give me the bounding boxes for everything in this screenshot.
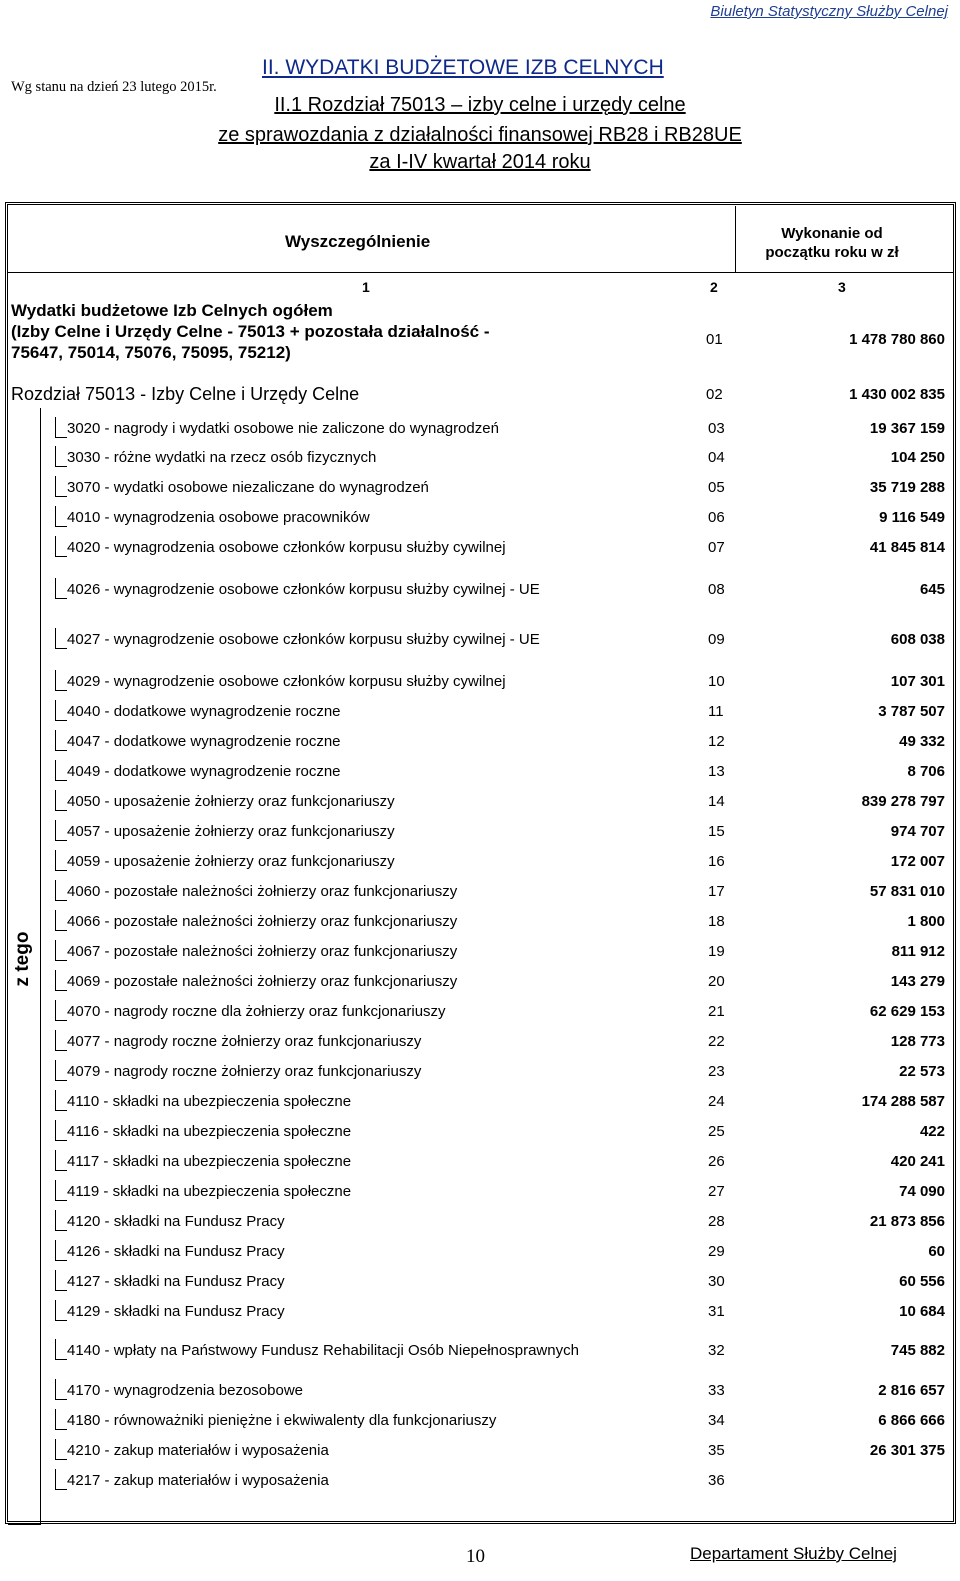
row-label: 4110 - składki na ubezpieczenia społeczne: [67, 1093, 352, 1110]
row-label: 4079 - nagrody roczne żołnierzy oraz funkcjonariuszy: [67, 1063, 422, 1080]
row-number: 26: [708, 1153, 725, 1170]
row-value: 107 301: [890, 673, 945, 690]
column-number-2: 2: [710, 279, 718, 295]
table-row: [55, 1003, 945, 1025]
table-row: [55, 1123, 945, 1145]
row-label: 4140 - wpłaty na Państwowy Fundusz Rehabilitacji Osób Niepełnosprawnych: [67, 1342, 579, 1359]
row-bracket: [55, 417, 67, 438]
row-bracket: [55, 1439, 67, 1460]
row-value: 22 573: [899, 1063, 945, 1080]
row-label: 4127 - składki na Fundusz Pracy: [67, 1273, 285, 1290]
row-value: 811 912: [891, 943, 945, 960]
row-bracket: [55, 1150, 67, 1171]
row-bracket: [55, 1180, 67, 1201]
table-row: [55, 581, 945, 603]
row-bracket: [55, 536, 67, 557]
column-number-1: 1: [362, 279, 370, 295]
row-number: 34: [708, 1412, 725, 1429]
table-row: [55, 449, 945, 471]
header-rule: [8, 272, 953, 273]
row-label: 4026 - wynagrodzenie osobowe członków korpusu służby cywilnej - UE: [67, 581, 540, 598]
row-label: 4116 - składki na ubezpieczenia społeczne: [67, 1123, 352, 1140]
row-number: 23: [708, 1063, 725, 1080]
row-label: 4010 - wynagrodzenia osobowe pracowników: [67, 509, 370, 526]
row-bracket: [55, 850, 67, 871]
table-row: [55, 1273, 945, 1295]
row-value: 19 367 159: [869, 420, 945, 437]
row-value: 21 873 856: [869, 1213, 945, 1230]
row-value: 974 707: [890, 823, 945, 840]
row-bracket: [55, 1409, 67, 1430]
row-value: 60: [928, 1243, 945, 1260]
row-bracket: [55, 970, 67, 991]
row-value: 35 719 288: [869, 479, 945, 496]
row-number: 27: [708, 1183, 725, 1200]
row-number: 09: [708, 631, 725, 648]
row-number: 07: [708, 539, 725, 556]
section-title: II. WYDATKI BUDŻETOWE IZB CELNYCH: [262, 56, 664, 79]
row-number: 25: [708, 1123, 725, 1140]
table-row: [55, 1153, 945, 1175]
row-number: 14: [708, 793, 725, 810]
row-label: 4129 - składki na Fundusz Pracy: [67, 1303, 285, 1320]
row-value: 420 241: [890, 1153, 945, 1170]
total-row-number: 01: [706, 331, 723, 348]
department-footer: Departament Służby Celnej: [690, 1544, 897, 1563]
row-label: 3020 - nagrody i wydatki osobowe nie zaliczone do wynagrodzeń: [67, 420, 499, 437]
row-label: 4217 - zakup materiałów i wyposażenia: [67, 1472, 329, 1489]
row-value: 2 816 657: [878, 1382, 945, 1399]
row-label: 4170 - wynagrodzenia bezosobowe: [67, 1382, 303, 1399]
table-row: [55, 1382, 945, 1404]
table-row: [55, 420, 945, 442]
row-number: 28: [708, 1213, 725, 1230]
row-label: 4049 - dodatkowe wynagrodzenie roczne: [67, 763, 341, 780]
table-row: [55, 853, 945, 875]
row-bracket: [55, 506, 67, 527]
row-label: 4040 - dodatkowe wynagrodzenie roczne: [67, 703, 341, 720]
row-number: 10: [708, 673, 725, 690]
row-label: 4047 - dodatkowe wynagrodzenie roczne: [67, 733, 341, 750]
row-bracket: [55, 578, 67, 599]
chapter-row-number: 02: [706, 386, 723, 403]
row-number: 17: [708, 883, 725, 900]
row-number: 12: [708, 733, 725, 750]
row-label: 4060 - pozostałe należności żołnierzy oraz funkcjonariuszy: [67, 883, 458, 900]
row-label: 4027 - wynagrodzenie osobowe członków korpusu służby cywilnej - UE: [67, 631, 540, 648]
table-row: [55, 793, 945, 815]
row-value: 57 831 010: [869, 883, 945, 900]
row-label: 4066 - pozostałe należności żołnierzy oraz funkcjonariuszy: [67, 913, 458, 930]
table-row: [55, 539, 945, 561]
row-bracket: [55, 628, 67, 649]
bulletin-header: Biuletyn Statystyczny Służby Celnej: [710, 3, 948, 20]
table-row: [55, 883, 945, 905]
table-row: [55, 703, 945, 725]
header-divider: [735, 206, 736, 273]
row-value: 62 629 153: [869, 1003, 945, 1020]
row-number: 32: [708, 1342, 725, 1359]
table-row: [55, 733, 945, 755]
row-bracket: [55, 910, 67, 931]
table-row: [55, 763, 945, 785]
row-value: 128 773: [890, 1033, 945, 1050]
row-value: 49 332: [899, 733, 945, 750]
row-number: 08: [708, 581, 725, 598]
table-row: [55, 1213, 945, 1235]
row-bracket: [55, 940, 67, 961]
table-row: [55, 1472, 945, 1494]
table-row: [55, 943, 945, 965]
row-label: 4126 - składki na Fundusz Pracy: [67, 1243, 285, 1260]
row-label: 4057 - uposażenie żołnierzy oraz funkcjonariuszy: [67, 823, 395, 840]
table-row: [55, 1442, 945, 1464]
row-number: 16: [708, 853, 725, 870]
row-value: 6 866 666: [878, 1412, 945, 1429]
row-value: 608 038: [890, 631, 945, 648]
row-number: 29: [708, 1243, 725, 1260]
row-value: 8 706: [907, 763, 945, 780]
row-bracket: [55, 1240, 67, 1261]
row-value: 41 845 814: [869, 539, 945, 556]
total-row-value: 1 478 780 860: [849, 331, 945, 348]
row-number: 31: [708, 1303, 725, 1320]
row-number: 06: [708, 509, 725, 526]
row-bracket: [55, 1060, 67, 1081]
column-header-description: Wyszczególnienie: [285, 232, 431, 251]
row-label: 4077 - nagrody roczne żołnierzy oraz funkcjonariuszy: [67, 1033, 422, 1050]
table-row: [55, 631, 945, 653]
table-row: [55, 509, 945, 531]
chapter-row-label: Rozdział 75013 - Izby Celne i Urzędy Celne: [11, 384, 360, 404]
table-row: [55, 1183, 945, 1205]
row-bracket: [55, 700, 67, 721]
table-row: [55, 823, 945, 845]
subtitle-3: za I-IV kwartał 2014 roku: [369, 151, 591, 173]
total-row-label: Wydatki budżetowe Izb Celnych ogółem (Izby Celne i Urzędy Celne - 75013 + pozostała działalność - 75647, 75014, 75076, 75095, 75212): [11, 301, 490, 362]
subtitle-2: ze sprawozdania z działalności finansowej RB28 i RB28UE: [218, 124, 742, 146]
row-bracket: [55, 1210, 67, 1231]
row-value: 26 301 375: [869, 1442, 945, 1459]
row-number: 21: [708, 1003, 725, 1020]
row-value: 60 556: [899, 1273, 945, 1290]
row-label: 4119 - składki na ubezpieczenia społeczne: [67, 1183, 352, 1200]
row-value: 745 882: [890, 1342, 945, 1359]
table-row: [55, 1243, 945, 1265]
row-number: 04: [708, 449, 725, 466]
table-row: [55, 1342, 945, 1364]
row-bracket: [55, 1469, 67, 1490]
row-label: 4117 - składki na ubezpieczenia społeczne: [67, 1153, 352, 1170]
row-label: 4050 - uposażenie żołnierzy oraz funkcjonariuszy: [67, 793, 395, 810]
column-number-3: 3: [838, 279, 846, 295]
row-label: 4059 - uposażenie żołnierzy oraz funkcjonariuszy: [67, 853, 395, 870]
row-number: 19: [708, 943, 725, 960]
row-number: 18: [708, 913, 725, 930]
row-bracket: [55, 670, 67, 691]
row-label: 4029 - wynagrodzenie osobowe członków korpusu służby cywilnej: [67, 673, 506, 690]
row-bracket: [55, 1090, 67, 1111]
row-bracket: [55, 1000, 67, 1021]
row-value: 839 278 797: [861, 793, 945, 810]
table-row: [55, 1303, 945, 1325]
row-number: 13: [708, 763, 725, 780]
row-bracket: [55, 820, 67, 841]
row-number: 05: [708, 479, 725, 496]
row-bracket: [55, 1300, 67, 1321]
row-value: 1 800: [907, 913, 945, 930]
row-value: 3 787 507: [878, 703, 945, 720]
row-number: 24: [708, 1093, 725, 1110]
row-label: 4020 - wynagrodzenia osobowe członków korpusu służby cywilnej: [67, 539, 506, 556]
table-row: [55, 1412, 945, 1434]
subtitle-1: II.1 Rozdział 75013 – izby celne i urzędy celne: [274, 94, 686, 116]
row-label: 4180 - równoważniki pieniężne i ekwiwalenty dla funkcjonariuszy: [67, 1412, 497, 1429]
row-label: 3030 - różne wydatki na rzecz osób fizycznych: [67, 449, 377, 466]
row-value: 74 090: [899, 1183, 945, 1200]
row-value: 143 279: [890, 973, 945, 990]
table-row: [55, 913, 945, 935]
row-label: 4067 - pozostałe należności żołnierzy oraz funkcjonariuszy: [67, 943, 458, 960]
row-value: 422: [919, 1123, 945, 1140]
row-bracket: [55, 446, 67, 467]
date-note: Wg stanu na dzień 23 lutego 2015r.: [11, 79, 217, 95]
row-value: 104 250: [890, 449, 945, 466]
row-number: 11: [708, 703, 724, 720]
row-number: 35: [708, 1442, 725, 1459]
row-number: 15: [708, 823, 725, 840]
side-label: z tego: [12, 931, 33, 987]
row-bracket: [55, 1120, 67, 1141]
table-row: [55, 673, 945, 695]
table-row: [55, 1063, 945, 1085]
row-value: 9 116 549: [879, 509, 945, 526]
row-bracket: [55, 730, 67, 751]
column-header-execution: Wykonanie od początku roku w zł: [765, 225, 899, 261]
row-label: 4069 - pozostałe należności żołnierzy oraz funkcjonariuszy: [67, 973, 458, 990]
row-label: 4210 - zakup materiałów i wyposażenia: [67, 1442, 329, 1459]
row-label: 4120 - składki na Fundusz Pracy: [67, 1213, 285, 1230]
row-bracket: [55, 790, 67, 811]
table-row: [55, 973, 945, 995]
row-value: 174 288 587: [861, 1093, 945, 1110]
row-number: 36: [708, 1472, 725, 1489]
table-row: [55, 1093, 945, 1115]
row-bracket: [55, 1339, 67, 1360]
row-value: 172 007: [890, 853, 945, 870]
row-number: 20: [708, 973, 725, 990]
row-number: 33: [708, 1382, 725, 1399]
row-number: 22: [708, 1033, 725, 1050]
row-label: 4070 - nagrody roczne dla żołnierzy oraz funkcjonariuszy: [67, 1003, 446, 1020]
row-bracket: [55, 760, 67, 781]
row-bracket: [55, 476, 67, 497]
row-value: 645: [919, 581, 945, 598]
row-label: 3070 - wydatki osobowe niezaliczane do wynagrodzeń: [67, 479, 429, 496]
row-bracket: [55, 880, 67, 901]
row-bracket: [55, 1379, 67, 1400]
row-number: 03: [708, 420, 725, 437]
row-bracket: [55, 1270, 67, 1291]
chapter-row-value: 1 430 002 835: [849, 386, 945, 403]
row-value: 10 684: [899, 1303, 945, 1320]
row-number: 30: [708, 1273, 725, 1290]
table-row: [55, 479, 945, 501]
row-bracket: [55, 1030, 67, 1051]
page-number: 10: [466, 1546, 485, 1567]
table-row: [55, 1033, 945, 1055]
